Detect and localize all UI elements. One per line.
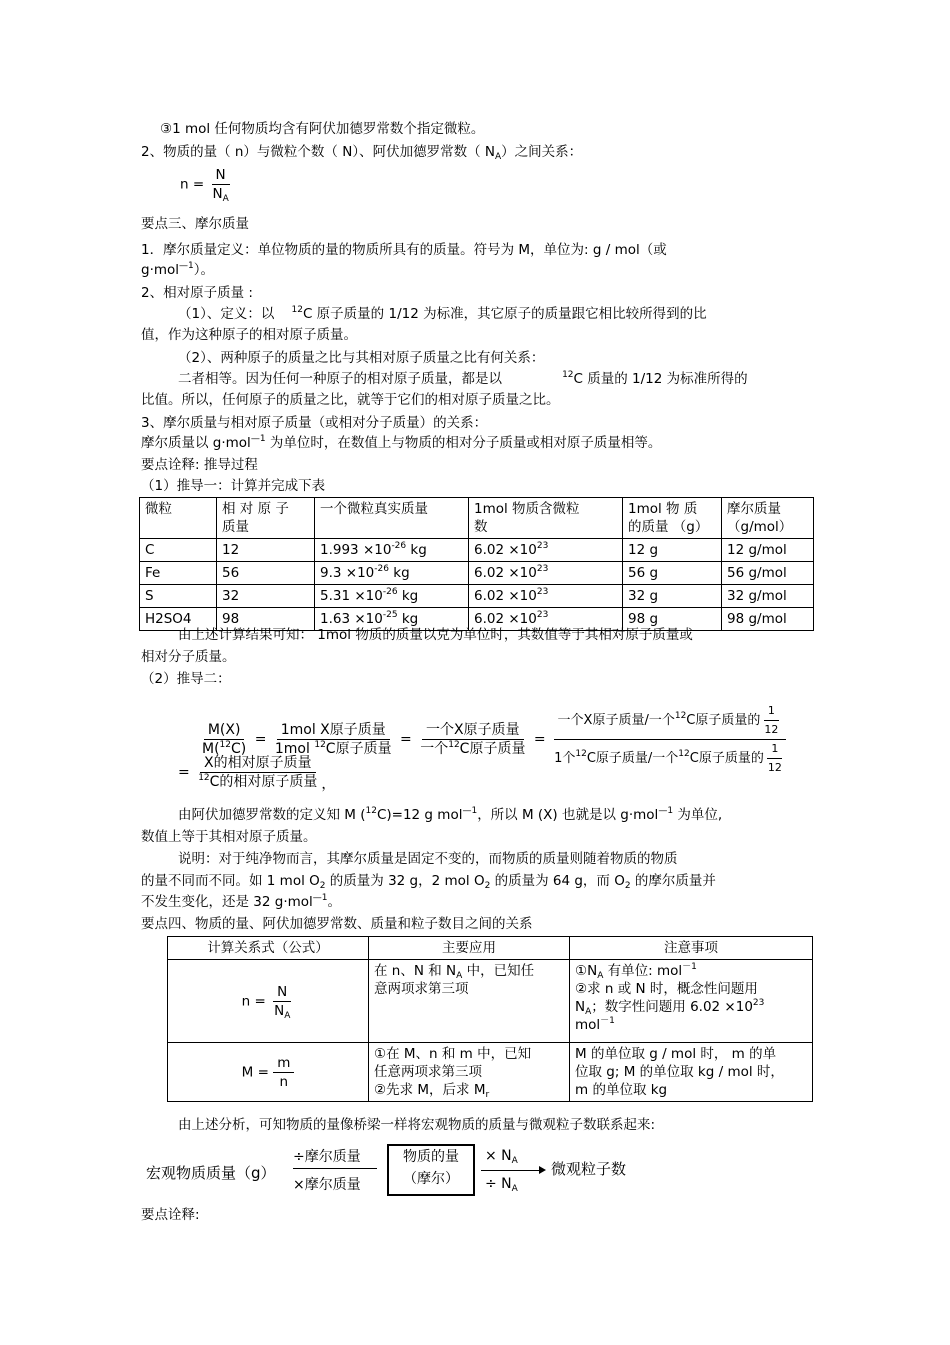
table-header-cell: 相 对 原 子 质量 (217, 498, 315, 539)
para-19: 要点诠释: (141, 1207, 200, 1223)
diagram-right-label: 微观粒子数 (551, 1160, 627, 1178)
para-10: 由上述计算结果可知： 1mol 物质的质量以克为单位时，其数值等于其相对原子质量或 (178, 627, 693, 643)
para-4: （2）、两种原子的质量之比与其相对原子质量之比有何关系： (178, 350, 545, 366)
para-9: （1）推导一：计算并完成下表 (141, 478, 326, 494)
table-cell: 98 g (623, 608, 722, 631)
para-5a: 二者相等。因为任何一种原子的相对原子质量，都是以 $^{12}$C 质量的 1/12 为标准所得的 (178, 370, 748, 387)
diagram-op2-bottom: ÷ $N_A$ (485, 1176, 518, 1194)
para-1b: g·mol$^{—1}$）。 (141, 261, 215, 278)
para-18: 由上述分析，可知物质的量像桥梁一样将宏观物质的质量与微观粒子数联系起来: (178, 1117, 656, 1133)
table-row (140, 539, 814, 562)
table-cell: 56 g/mol (722, 562, 814, 585)
table-cell: $1.63 \times 10^{-25}$ kg (315, 608, 469, 631)
table-cell: 32 g/mol (722, 585, 814, 608)
para-16: 的量不同而不同。如 1 mol $O_2$ 的质量为 32 g，2 mol $O_2$ 的质量为 64 g，而 $O_2$ 的摩尔质量并 (141, 873, 716, 891)
table-cell: 32 g (623, 585, 722, 608)
table-cell: 56 (217, 562, 315, 585)
table-cell: 98 g/mol (722, 608, 814, 631)
diagram-op1-bottom: ×摩尔质量 (293, 1177, 361, 1193)
bridge-diagram (141, 1142, 661, 1202)
para-1a: 1．摩尔质量定义：单位物质的量的物质所具有的质量。符号为 M，单位为: g / mol（或 (141, 242, 667, 258)
formula-cell: n = $\frac{N}{N_A}$ (168, 960, 369, 1043)
para-3b: 值，作为这种原子的相对原子质量。 (141, 327, 357, 343)
table-cell: $6.02 \times 10^{23}$ (469, 539, 623, 562)
table-cell: H2SO4 (140, 608, 217, 631)
table-row (168, 1043, 813, 1102)
arrow-right-icon (539, 1166, 546, 1174)
heading-point-4: 要点四、物质的量、阿伏加德罗常数、质量和粒子数目之间的关系 (141, 916, 533, 932)
table-header-cell: 1mol 物 质 的质量 （g） (623, 498, 722, 539)
diagram-op2-top: × $N_A$ (485, 1148, 518, 1166)
table-cell: 32 (217, 585, 315, 608)
table-cell: Fe (140, 562, 217, 585)
para-12: （2）推导二： (141, 671, 231, 687)
diagram-op1-top: ÷摩尔质量 (293, 1149, 361, 1165)
table-cell: 12 (217, 539, 315, 562)
table-cell: $9.3 \times 10^{-26}$ kg (315, 562, 469, 585)
para-6: 3、摩尔质量与相对原子质量（或相对分子质量）的关系： (141, 415, 488, 431)
application-cell: 在 n、N 和 $N_A$ 中，已知任 意两项求第三项 (369, 960, 570, 1043)
table-header-cell: 注意事项 (570, 937, 813, 960)
table-cell: S (140, 585, 217, 608)
table-cell: $6.02 \times 10^{23}$ (469, 585, 623, 608)
para-13: 由阿伏加德罗常数的定义知 M ($^{12}$C)=12 g mol$^{—1}$，所以 M (X) 也就是以 g·mol$^{—1}$ 为单位, (178, 806, 723, 823)
formula-cell: M = $\frac{m}{n}$ (168, 1043, 369, 1102)
line-1: ③1 mol 任何物质均含有阿伏加德罗常数个指定微粒。 (160, 121, 485, 137)
para-14: 数值上等于其相对原子质量。 (141, 829, 317, 845)
para-11: 相对分子质量。 (141, 649, 236, 665)
table-cell: $1.993 \times 10^{-26}$ kg (315, 539, 469, 562)
diagram-arrow-1 (293, 1168, 377, 1169)
table-cell: $5.31 \times 10^{-26}$ kg (315, 585, 469, 608)
para-7: 摩尔质量以 g·mol$^{—1}$ 为单位时，在数值上与物质的相对分子质量或相对原子质量相等。 (141, 434, 662, 451)
note-cell: M 的单位取 g / mol 时， m 的单 位取 g; M 的单位取 kg / mol 时， m 的单位取 kg (570, 1043, 813, 1102)
para-17: 不发生变化，还是 32 g·mol$^{—1}$。 (141, 893, 342, 910)
note-cell: $①N_A$ 有单位: mol$^{-1}$ ②求 n 或 N 时，概念性问题用 $N_A$；数字性问题用 $6.02 \times 10^{23}$ mol$^{-1}$ (570, 960, 813, 1043)
para-3a: （1）、定义：以 $^{12}$C 原子质量的 1/12 为标准，其它原子的质量跟它相比较所得到的比 (178, 305, 707, 322)
table-header-cell: 主要应用 (369, 937, 570, 960)
table-header-row (140, 498, 814, 539)
table-row (140, 585, 814, 608)
diagram-arrow-2 (481, 1170, 543, 1171)
formula-n-N-NA: n = $\frac{N}{N_A}$ (180, 167, 229, 204)
table-cell: 12 g (623, 539, 722, 562)
heading-point-3: 要点三、摩尔质量 (141, 216, 249, 232)
para-2: 2、相对原子质量 : (141, 285, 253, 301)
application-cell: ①在 M、n 和 m 中，已知 任意两项求第三项 ②先求 M，后求 $M_r$ (369, 1043, 570, 1102)
para-15: 说明：对于纯净物而言，其摩尔质量是固定不变的，而物质的质量则随着物质的物质 (178, 851, 678, 867)
diagram-center-box: 物质的量 （摩尔） (387, 1144, 475, 1196)
derivation-table (139, 497, 814, 631)
table-cell: 98 (217, 608, 315, 631)
table-header-row (168, 937, 813, 960)
diagram-left-label: 宏观物质质量（g） (146, 1164, 276, 1182)
table-cell: 12 g/mol (722, 539, 814, 562)
table-cell: $6.02 \times 10^{23}$ (469, 608, 623, 631)
para-8: 要点诠释: 推导过程 (141, 457, 258, 473)
table-header-cell: 摩尔质量 （g/mol） (722, 498, 814, 539)
table-header-cell: 计算关系式（公式） (168, 937, 369, 960)
table-cell: C (140, 539, 217, 562)
line-2: 2、物质的量（ n）与微粒个数（ N）、阿伏加德罗常数（ $N_A$）之间关系： (141, 144, 583, 162)
table-cell: $6.02 \times 10^{23}$ (469, 562, 623, 585)
table-row (168, 960, 813, 1043)
para-5b: 比值。所以，任何原子的质量之比，就等于它们的相对原子质量之比。 (141, 392, 560, 408)
relation-table (167, 936, 813, 1102)
derivation-two-result: = $\frac{\text{X的相对原子质量}}{^{12}C的相对原子质量}$ ， (178, 755, 336, 793)
table-header-cell: 1mol 物质含微粒 数 (469, 498, 623, 539)
derivation-two-equation: $\frac{M(X)}{M(^{12}C)}$ = $\frac{\text{1mol X原子质量}}{1mol ^{12}C原子质量}$ = $\frac{\text{一个X原子质量}}{一个^{12}C原子质量}$ = 一个X原子质量/一个$^{12}$C原子质量的 $\frac{1}{12}$ 1个$^{12}$C原子质量/一个$^{12}$C原子质量的 $\frac{1}{12}$ (198, 702, 790, 777)
table-row (140, 562, 814, 585)
table-header-cell: 微粒 (140, 498, 217, 539)
table-header-cell: 一个微粒真实质量 (315, 498, 469, 539)
table-cell: 56 g (623, 562, 722, 585)
